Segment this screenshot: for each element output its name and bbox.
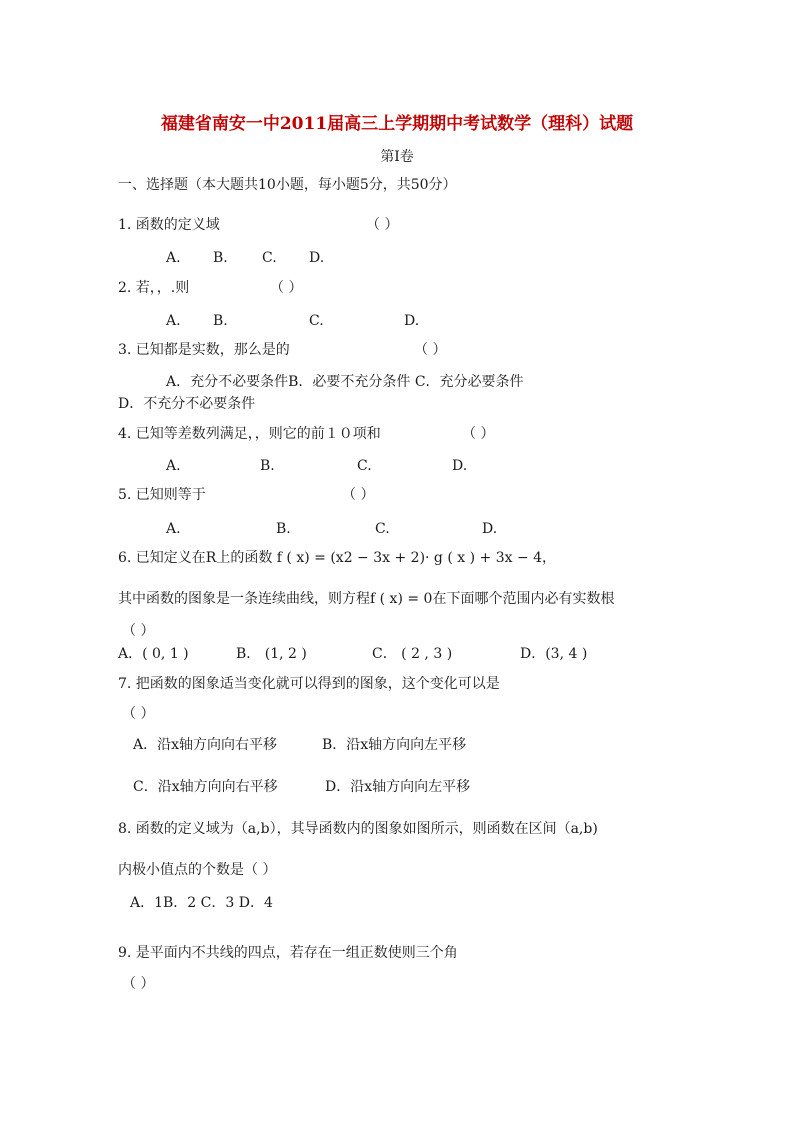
q4-option-b: B. (260, 458, 275, 474)
q5-answer-bracket: （ ） (342, 487, 375, 503)
q1-option-d: D. (309, 250, 325, 266)
q1-answer-bracket: （ ） (366, 217, 399, 233)
q9-stem: 9. 是平面内不共线的四点，若存在一组正数使则三个角 (118, 945, 458, 961)
q3-options-abc: A．充分不必要条件B．必要不充分条件 C．充分必要条件 (166, 374, 524, 390)
q6-stem: 6. 已知定义在R上的函数 f ( x) = (x2 − 3x + 2)· g ( x ) + 3x − 4， (118, 550, 557, 566)
q8-stem: 8. 函数的定义域为（a,b），其导函数内的图象如图所示，则函数在区间（a,b) (118, 821, 598, 837)
q7-option-a: A．沿x轴方向向右平移 (133, 737, 278, 753)
q3-stem: 3. 已知都是实数，那么是的 (118, 342, 290, 358)
volume-label: 第Ⅰ卷 (380, 149, 414, 165)
q4-option-a: A. (166, 458, 181, 474)
q2-option-c: C. (309, 313, 324, 329)
q6-option-b: B． (1, 2 ) (236, 646, 307, 662)
q5-option-a: A. (166, 521, 181, 537)
q9-answer-bracket: （ ） (122, 976, 155, 992)
q7-stem: 7. 把函数的图象适当变化就可以得到的图象，这个变化可以是 (118, 676, 500, 692)
q1-option-c: C. (262, 250, 277, 266)
q3-option-d: D．不充分不必要条件 (118, 396, 256, 412)
q2-option-a: A. (166, 313, 181, 329)
q6-option-d: D．(3, 4 ) (520, 646, 588, 662)
q5-stem: 5. 已知则等于 (118, 487, 206, 503)
q8-stem-continued: 内极小值点的个数是（ ） (118, 862, 277, 878)
section-heading: 一、选择题（本大题共10小题，每小题5分，共50分） (118, 177, 457, 193)
q6-answer-bracket: （ ） (122, 623, 155, 639)
q7-option-d: D．沿x轴方向向左平移 (325, 779, 471, 795)
q4-answer-bracket: （ ） (462, 426, 495, 442)
q5-option-b: B. (276, 521, 291, 537)
q2-stem: 2. 若，，.则 (118, 280, 190, 296)
q4-option-d: D. (452, 458, 468, 474)
q2-option-d: D. (404, 313, 420, 329)
q6-stem-continued: 其中函数的图象是一条连续曲线，则方程f ( x) = 0在下面哪个范围内必有实数根 (118, 591, 615, 607)
q7-answer-bracket: （ ） (122, 706, 155, 722)
q5-option-d: D. (482, 521, 498, 537)
q4-option-c: C. (357, 458, 372, 474)
q6-option-c: C． ( 2 , 3 ) (372, 646, 453, 662)
q4-stem: 4. 已知等差数列满足，，则它的前１０项和 (118, 426, 381, 442)
q5-option-c: C. (375, 521, 390, 537)
q3-answer-bracket: （ ） (414, 342, 447, 358)
q1-stem: 1. 函数的定义域 (118, 217, 220, 233)
exam-title: 福建省南安一中2011届高三上学期期中考试数学（理科）试题 (160, 114, 634, 134)
q2-answer-bracket: （ ） (270, 280, 303, 296)
q7-option-c: C．沿x轴方向向右平移 (133, 779, 278, 795)
q1-option-a: A. (166, 250, 181, 266)
q8-options: A．1B．2 C．3 D．4 (130, 895, 273, 911)
q1-option-b: B. (213, 250, 228, 266)
q7-option-b: B．沿x轴方向向左平移 (322, 737, 467, 753)
q2-option-b: B. (213, 313, 228, 329)
q6-option-a: A．( 0, 1 ) (118, 646, 189, 662)
